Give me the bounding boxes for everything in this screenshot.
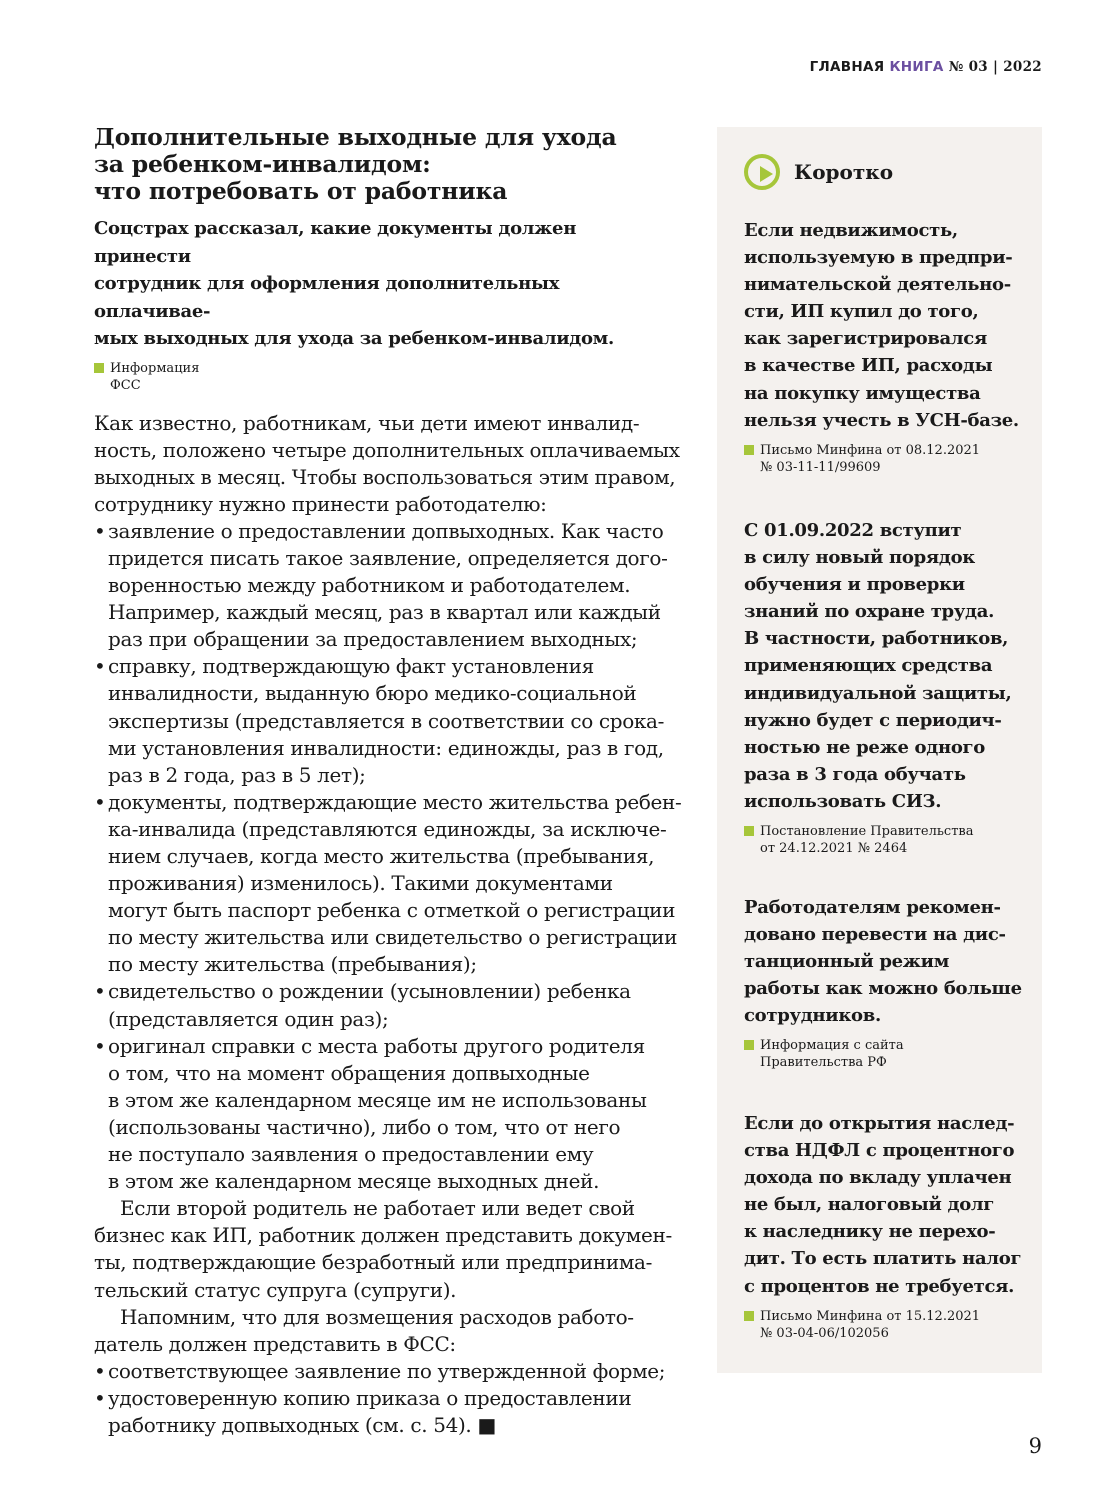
brief-text [744, 894, 1034, 1029]
brief-news-item [744, 517, 1034, 857]
text-line: Если до открытия наслед- [744, 1113, 1015, 1134]
text-line: № 03-04-06/102056 [760, 1325, 889, 1341]
brand-main: ГЛАВНАЯ [809, 59, 885, 75]
article-lead [94, 215, 669, 353]
text-line: № 03-11-11/99609 [760, 459, 881, 475]
brief-text [744, 217, 1034, 434]
text-line: дохода по вкладу уплачен [744, 1167, 1012, 1189]
text-line: Письмо Минфина от 15.12.2021 [760, 1308, 981, 1324]
text-line: применяющих средства [744, 655, 993, 677]
paragraph [94, 1304, 669, 1358]
text-line: как зарегистрировался [744, 328, 987, 350]
text-line: ства НДФЛ с процентного [744, 1140, 1015, 1162]
text-line: могут быть паспорт ребенка с отметкой о регистрации [108, 898, 676, 923]
text-line: тельский статус супруга (супруги). [94, 1277, 457, 1302]
text-line: нельзя учесть в УСН-базе. [744, 409, 1019, 431]
paragraph [94, 410, 680, 518]
text-line: раза в 3 года обучать [744, 763, 966, 785]
text-line: к наследнику не перехо- [744, 1221, 996, 1243]
text-line: Если второй родитель не работает или ведет свой [120, 1196, 635, 1221]
brief-news-item [744, 1110, 1034, 1342]
text-line: раз при обращении за предоставлением выходных; [108, 627, 638, 652]
text-line: • заявление о предоставлении допвыходных. Как часто [108, 518, 664, 543]
text-line: сотруднику нужно принести работодателю: [94, 491, 547, 516]
text-line: Информация с сайта [760, 1038, 904, 1054]
magazine-header [810, 59, 1042, 75]
brand-accent: КНИГА [889, 59, 944, 75]
text-line: Информация [110, 360, 200, 376]
text-line: с процентов не требуется. [744, 1275, 1015, 1297]
text-line: нужно будет с периодич- [744, 709, 1002, 731]
text-line: от 24.12.2021 № 2464 [760, 841, 908, 857]
bullet-item [94, 1033, 669, 1196]
text-line: Постановление Правительства [760, 824, 974, 840]
text-line: ФСС [110, 377, 141, 393]
article-body [94, 410, 682, 1440]
text-line: сотрудников. [744, 1005, 881, 1027]
paragraph [94, 1195, 672, 1303]
text-line: ностью не реже одного [744, 736, 985, 758]
text-line: выходных в месяц. Чтобы воспользоваться этим правом, [94, 464, 676, 489]
text-line: • удостоверенную копию приказа о предоставлении [108, 1385, 632, 1410]
brief-text [744, 517, 1034, 815]
text-line: в этом же календарном месяце выходных дней. [108, 1169, 600, 1194]
text-line: в силу новый порядок [744, 547, 975, 569]
text-line: Соцстрах рассказал, какие документы должен принести [94, 218, 577, 267]
text-line: раз в 2 года, раз в 5 лет); [108, 762, 366, 787]
text-line: • справку, подтверждающую факт установления [108, 654, 594, 679]
bullet-item [94, 1358, 669, 1385]
brief-news-item [744, 217, 1034, 476]
text-line: проживания) изменилось). Такими документами [108, 871, 613, 896]
text-line: по месту жительства или свидетельство о регистрации [108, 925, 678, 950]
text-line: инвалидности, выданную бюро медико-социальной [108, 681, 637, 706]
article [94, 123, 682, 1439]
text-line: не поступало заявления о предоставлении ему [108, 1142, 594, 1167]
play-circle-icon [744, 154, 780, 190]
text-line: используемую в предпри- [744, 247, 1013, 269]
text-line: датель должен представить в ФСС: [94, 1331, 456, 1356]
text-line: сти, ИП купил до того, [744, 301, 979, 323]
bullet-item [94, 789, 682, 979]
text-line: ность, положено четыре дополнительных оплачиваемых [94, 437, 680, 462]
text-line: Например, каждый месяц, раз в квартал или каждый [108, 600, 661, 625]
text-line: Дополнительные выходные для ухода [94, 123, 617, 151]
issue-number: № 03 [948, 59, 988, 75]
text-line: (представляется один раз); [108, 1006, 389, 1031]
text-line: (использованы частично), либо о том, что от него [108, 1114, 621, 1139]
text-line: что потребовать от работника [94, 177, 508, 205]
bullet-item [94, 978, 669, 1032]
text-line: обучения и проверки [744, 574, 965, 596]
separator: | [993, 59, 999, 75]
text-line: мых выходных для ухода за ребенком-инвалидом. [94, 328, 614, 349]
text-line: в качестве ИП, расходы [744, 355, 993, 377]
text-line: танционный режим [744, 951, 950, 973]
text-line: В частности, работников, [744, 628, 1009, 650]
sidebar-header [744, 154, 893, 190]
sidebar-title: Коротко [794, 160, 894, 184]
page-number: 9 [1028, 1434, 1042, 1458]
text-line: ми установления инвалидности: единожды, раз в год, [108, 735, 664, 760]
bullet-item [94, 518, 669, 653]
text-line: воренностью между работником и работодателем. [108, 573, 631, 598]
text-line: Как известно, работникам, чьи дети имеют инвалид- [94, 410, 640, 435]
text-line: работы как можно больше [744, 978, 1022, 1000]
text-line: бизнес как ИП, работник должен представить докумен- [94, 1223, 672, 1248]
text-line: Напомним, что для возмещения расходов работо- [120, 1304, 634, 1329]
text-line: • документы, подтверждающие место жительства ребен- [108, 789, 682, 814]
text-line: С 01.09.2022 вступит [744, 520, 962, 541]
brief-source [744, 1308, 1034, 1342]
text-line: использовать СИЗ. [744, 790, 942, 812]
text-line: нимательской деятельно- [744, 274, 1011, 296]
article-source [94, 360, 669, 394]
text-line: ты, подтверждающие безработный или предпринима- [94, 1250, 653, 1275]
issue-year: 2022 [1003, 59, 1042, 75]
text-line: в этом же календарном месяце им не использованы [108, 1087, 647, 1112]
text-line: нием случаев, когда место жительства (пребывания, [108, 844, 655, 868]
brief-text [744, 1110, 1034, 1300]
text-line: • соответствующее заявление по утвержденной форме; [108, 1358, 666, 1383]
text-line: на покупку имущества [744, 382, 981, 404]
text-line: Письмо Минфина от 08.12.2021 [760, 442, 981, 458]
text-line: придется писать такое заявление, определяется дого- [108, 545, 668, 570]
text-line: индивидуальной защиты, [744, 682, 1012, 704]
bullet-item [94, 653, 669, 788]
bullet-item [94, 1385, 669, 1439]
text-line: довано перевести на дис- [744, 924, 1006, 946]
brief-source [744, 823, 1034, 857]
text-line: о том, что на момент обращения допвыходные [108, 1060, 590, 1085]
text-line: по месту жительства (пребывания); [108, 952, 477, 977]
text-line: • оригинал справки с места работы другого родителя [108, 1033, 645, 1058]
text-line: ка-инвалида (представляются единожды, за исключе- [108, 816, 667, 841]
text-line: дит. То есть платить налог [744, 1248, 1022, 1270]
text-line: знаний по охране труда. [744, 601, 995, 623]
text-line: экспертизы (представляется в соответствии со срока- [108, 708, 665, 733]
brief-news-item [744, 894, 1034, 1071]
article-title [94, 124, 669, 205]
text-line: за ребенком-инвалидом: [94, 150, 431, 178]
text-line: сотрудник для оформления дополнительных оплачивае- [94, 273, 560, 322]
text-line: • свидетельство о рождении (усыновлении) ребенка [108, 979, 631, 1004]
brief-source [744, 442, 1034, 476]
brief-source [744, 1037, 1034, 1071]
text-line: работнику допвыходных (см. с. 54). ■ [108, 1412, 496, 1437]
text-line: не был, налоговый долг [744, 1194, 995, 1216]
text-line: Правительства РФ [760, 1055, 887, 1071]
text-line: Работодателям рекомен- [744, 897, 1001, 918]
sidebar-briefly [717, 127, 1042, 1373]
text-line: Если недвижимость, [744, 220, 958, 241]
